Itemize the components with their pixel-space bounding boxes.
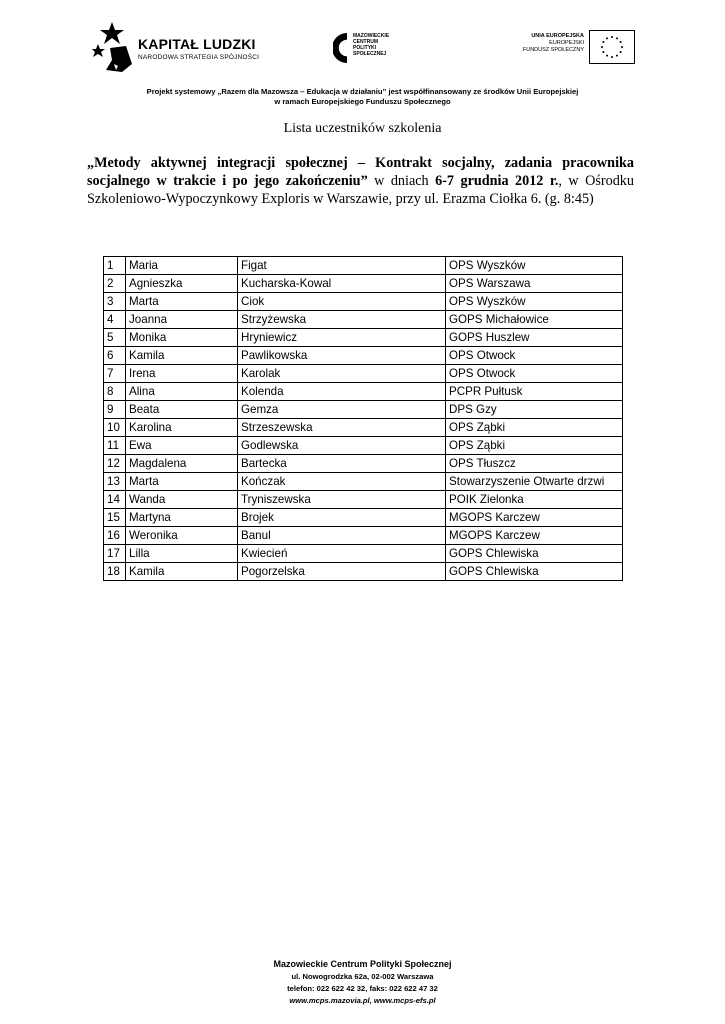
table-row (104, 455, 623, 473)
participant-first-name: Weronika (126, 527, 238, 545)
participant-first-name: Martyna (126, 509, 238, 527)
mcps-line-4: SPOŁECZNEJ (353, 51, 387, 57)
participant-organization: OPS Warszawa (446, 275, 623, 293)
eu-star (620, 41, 622, 43)
table-row (104, 329, 623, 347)
eu-logo-text (523, 33, 584, 54)
participant-number: 17 (104, 545, 126, 563)
participant-last-name: Hryniewicz (238, 329, 446, 347)
participant-number: 2 (104, 275, 126, 293)
participant-last-name: Gemza (238, 401, 446, 419)
table-row (104, 419, 623, 437)
mcps-line-2: CENTRUM (353, 39, 378, 45)
participant-number: 5 (104, 329, 126, 347)
eu-logo (515, 30, 635, 66)
eu-flag-icon (589, 30, 635, 64)
participant-first-name: Beata (126, 401, 238, 419)
footer-web: www.mcps.mazovia.pl, www.mcps-efs.pl (289, 996, 436, 1005)
table-row (104, 275, 623, 293)
participant-number: 9 (104, 401, 126, 419)
participant-first-name: Marta (126, 293, 238, 311)
mcps-logo (333, 30, 423, 70)
participant-organization: OPS Ząbki (446, 437, 623, 455)
participant-organization: MGOPS Karczew (446, 509, 623, 527)
table-row (104, 365, 623, 383)
participants-table (103, 256, 623, 581)
eu-star (606, 37, 608, 39)
participant-first-name: Agnieszka (126, 275, 238, 293)
participant-first-name: Joanna (126, 311, 238, 329)
kapital-ludzki-logo (92, 20, 262, 76)
participant-last-name: Godlewska (238, 437, 446, 455)
eu-line-2: EUROPEJSKI (549, 40, 584, 46)
participant-last-name: Strzeszewska (238, 419, 446, 437)
table-row (104, 473, 623, 491)
eu-star (620, 51, 622, 53)
participant-first-name: Monika (126, 329, 238, 347)
table-row (104, 293, 623, 311)
project-line-1: Projekt systemowy „Razem dla Mazowsza – Edukacja w działaniu” jest współfinansowany ze środków Unii Europejskiej (146, 87, 579, 96)
eu-star (602, 41, 604, 43)
table-row (104, 527, 623, 545)
participant-first-name: Lilla (126, 545, 238, 563)
participant-organization: POIK Zielonka (446, 491, 623, 509)
participant-number: 10 (104, 419, 126, 437)
participant-number: 11 (104, 437, 126, 455)
eu-line-1: UNIA EUROPEJSKA (531, 33, 584, 39)
participant-organization: OPS Otwock (446, 347, 623, 365)
eu-star (611, 56, 613, 58)
participant-organization: GOPS Michałowice (446, 311, 623, 329)
table-row (104, 257, 623, 275)
participant-organization: GOPS Huszlew (446, 329, 623, 347)
participant-number: 15 (104, 509, 126, 527)
participant-organization: OPS Ząbki (446, 419, 623, 437)
mcps-logo-text (353, 33, 389, 57)
table-row (104, 437, 623, 455)
participant-first-name: Alina (126, 383, 238, 401)
participant-first-name: Ewa (126, 437, 238, 455)
eu-line-3: FUNDUSZ SPOŁECZNY (522, 47, 584, 53)
eu-star (606, 55, 608, 57)
participant-number: 1 (104, 257, 126, 275)
participant-number: 7 (104, 365, 126, 383)
footer-address: ul. Nowogrodzka 62a, 02-002 Warszawa (291, 972, 434, 981)
eu-star (601, 46, 603, 48)
participant-organization: GOPS Chlewiska (446, 545, 623, 563)
participant-organization: OPS Tłuszcz (446, 455, 623, 473)
course-name: „Metody aktywnej integracji społecznej – Kontrakt socjalny, zadania pracownika socjalnego w trakcie i po jego zakończeniu” (87, 155, 634, 189)
table-row (104, 347, 623, 365)
mcps-line-3: POLITYKI (353, 45, 377, 51)
participant-last-name: Brojek (238, 509, 446, 527)
participant-organization: OPS Wyszków (446, 257, 623, 275)
intro-text-2: , w Ośrodku Szkoleniowo-Wypoczynkowy Exploris w Warszawie, przy ul. Erazma Ciołka 6. (g. 8:45) (87, 173, 634, 207)
participant-organization: OPS Otwock (446, 365, 623, 383)
participant-last-name: Banul (238, 527, 446, 545)
footer-org: Mazowieckie Centrum Polityki Społecznej (273, 959, 452, 969)
participant-organization: MGOPS Karczew (446, 527, 623, 545)
participant-organization: PCPR Pułtusk (446, 383, 623, 401)
participant-organization: OPS Wyszków (446, 293, 623, 311)
participant-last-name: Figat (238, 257, 446, 275)
table-row (104, 491, 623, 509)
mcps-circle-logo (333, 30, 353, 66)
training-description (87, 154, 634, 208)
project-info (0, 87, 725, 107)
participant-number: 13 (104, 473, 126, 491)
participant-first-name: Marta (126, 473, 238, 491)
participant-number: 18 (104, 563, 126, 581)
participant-last-name: Bartecka (238, 455, 446, 473)
participant-number: 14 (104, 491, 126, 509)
participant-organization: Stowarzyszenie Otwarte drzwi (446, 473, 623, 491)
project-line-2: w ramach Europejskiego Funduszu Społecznego (274, 97, 451, 106)
participant-number: 3 (104, 293, 126, 311)
participant-number: 16 (104, 527, 126, 545)
page-title: Lista uczestników szkolenia (283, 121, 442, 136)
eu-star (602, 51, 604, 53)
table-row (104, 383, 623, 401)
participant-first-name: Kamila (126, 563, 238, 581)
participant-last-name: Kolenda (238, 383, 446, 401)
participant-first-name: Wanda (126, 491, 238, 509)
participant-last-name: Kończak (238, 473, 446, 491)
training-dates: 6-7 grudnia 2012 r. (435, 173, 559, 189)
eu-star (621, 46, 623, 48)
mcps-line-1: MAZOWIECKIE (353, 33, 390, 39)
participant-last-name: Strzyżewska (238, 311, 446, 329)
participant-last-name: Ciok (238, 293, 446, 311)
participant-last-name: Kucharska-Kowal (238, 275, 446, 293)
participant-organization: GOPS Chlewiska (446, 563, 623, 581)
kl-logo-title: KAPITAŁ LUDZKI (138, 36, 256, 52)
participant-last-name: Kwiecień (238, 545, 446, 563)
table-row (104, 401, 623, 419)
participant-number: 12 (104, 455, 126, 473)
footer-phone: telefon: 022 622 42 32, faks: 022 622 47 32 (287, 984, 438, 993)
participant-first-name: Irena (126, 365, 238, 383)
intro-text-1: w dniach (367, 173, 436, 189)
participant-number: 6 (104, 347, 126, 365)
footer (0, 958, 725, 1007)
participant-last-name: Karolak (238, 365, 446, 383)
eu-star (616, 37, 618, 39)
table-row (104, 563, 623, 581)
table-row (104, 509, 623, 527)
table-row (104, 545, 623, 563)
participant-last-name: Tryniszewska (238, 491, 446, 509)
participant-first-name: Kamila (126, 347, 238, 365)
participant-first-name: Magdalena (126, 455, 238, 473)
participant-organization: DPS Gzy (446, 401, 623, 419)
table-row (104, 311, 623, 329)
kl-logo-subtitle: NARODOWA STRATEGIA SPÓJNOŚCI (138, 54, 260, 61)
stars-figure-icon (92, 20, 136, 76)
participant-last-name: Pogorzelska (238, 563, 446, 581)
participant-first-name: Maria (126, 257, 238, 275)
participant-number: 8 (104, 383, 126, 401)
eu-star (616, 55, 618, 57)
participant-first-name: Karolina (126, 419, 238, 437)
participant-last-name: Pawlikowska (238, 347, 446, 365)
participant-number: 4 (104, 311, 126, 329)
eu-star (611, 36, 613, 38)
